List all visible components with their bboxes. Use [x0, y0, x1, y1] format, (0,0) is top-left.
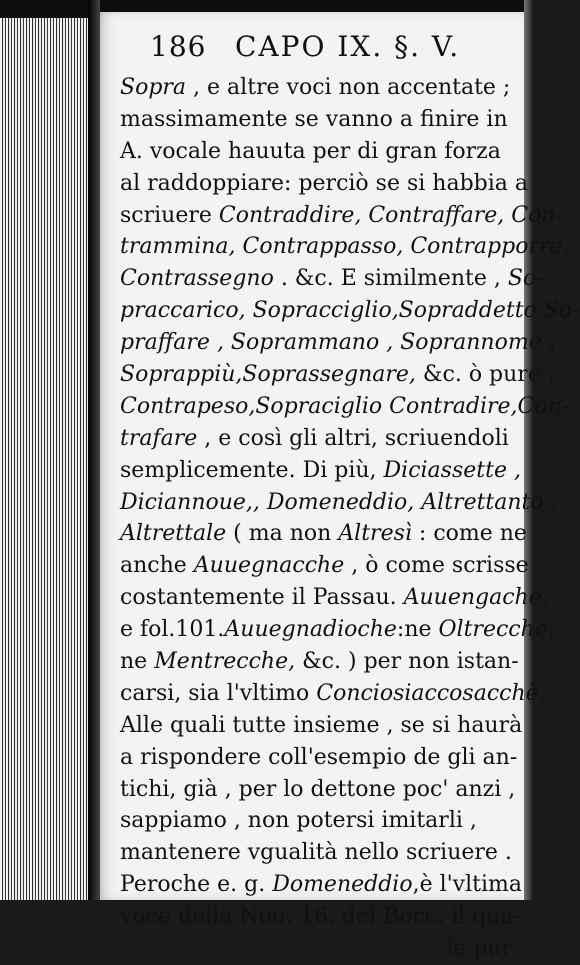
text-line	[120, 678, 546, 710]
roman-text: :ne	[396, 617, 439, 643]
roman-text: &c. ) per non istan-	[295, 649, 519, 675]
text-line	[120, 933, 520, 965]
roman-text: , e altre voci non accentate ;	[186, 75, 511, 100]
text-line	[120, 646, 520, 678]
italic-text: praffare , Soprammano , Soprannome ,	[120, 330, 556, 356]
roman-text: anche	[120, 553, 194, 579]
roman-text: al raddoppiare: perciò se si habbia a	[120, 170, 528, 196]
text-line	[120, 901, 520, 933]
text-line	[120, 487, 558, 519]
italic-text: Diciassette ,	[383, 457, 521, 483]
text-line	[120, 742, 520, 774]
roman-text: tichi, già , per lo dettone poc' anzi ,	[120, 776, 516, 802]
roman-text: voce della Nou. 16. del Bocc. il qua-	[120, 904, 521, 930]
roman-text: : come ne	[411, 521, 527, 547]
roman-text: semplicemente. Di più,	[120, 457, 384, 483]
roman-text: sappiamo , non potersi imitarli ,	[120, 808, 477, 834]
italic-text: Auuegnacche	[193, 553, 345, 579]
italic-text: Oltrecche,	[438, 617, 555, 643]
italic-text: Altrettale	[120, 521, 227, 547]
text-line	[120, 837, 520, 869]
text-line	[120, 614, 555, 646]
roman-text: . &c. E similmente ,	[273, 266, 508, 292]
text-line	[120, 104, 520, 136]
italic-text: Domeneddio	[272, 872, 413, 898]
italic-text: praccarico, Sopracciglio,Sopraddetto So-	[120, 298, 580, 324]
running-title: CAPO IX. §. V.	[235, 30, 461, 63]
italic-text: Soprappiù,Soprassegnare,	[120, 362, 416, 388]
text-line	[120, 869, 523, 901]
roman-text: ,è l'vltima	[412, 872, 523, 898]
italic-text: Auuengache,	[403, 585, 549, 611]
roman-text: .	[538, 680, 546, 706]
text-line	[120, 168, 528, 200]
italic-text: trammina, Contrappasso, Contrapporre,	[120, 234, 570, 260]
roman-text: Alle quali tutte insieme , se si haurà	[120, 712, 523, 738]
roman-text: Peroche e. g.	[120, 872, 273, 898]
page-number: 186	[150, 30, 207, 63]
italic-text: Sopra	[120, 75, 187, 100]
text-line	[120, 200, 563, 232]
roman-text: e fol.101.	[120, 617, 225, 643]
text-line	[120, 72, 520, 104]
italic-text: So-	[507, 266, 544, 292]
text-line	[120, 231, 570, 263]
text-line	[120, 423, 520, 455]
text-line	[120, 518, 527, 550]
roman-text: ( ma non	[226, 521, 339, 547]
roman-text: scriuere	[120, 202, 219, 228]
roman-text: a rispondere coll'esempio de gli an-	[120, 744, 518, 770]
roman-text: carsi, sia l'vltimo	[120, 680, 317, 706]
body-text	[120, 72, 580, 965]
roman-text: , e così gli altri, scriuendoli	[197, 425, 509, 451]
italic-text: Contrassegno	[120, 266, 274, 292]
text-line	[120, 391, 570, 423]
roman-text: , ò come scrisse	[344, 553, 529, 579]
roman-text: ne	[120, 649, 155, 675]
text-line	[120, 805, 520, 837]
roman-text: le pur	[446, 936, 512, 962]
page-right-edge	[524, 0, 534, 900]
roman-text: massimamente se vanno a finire in	[120, 106, 508, 132]
italic-text: Altresì	[338, 521, 412, 547]
text-line	[120, 582, 549, 614]
roman-text: &c. ò pure ,	[415, 362, 555, 388]
text-line	[120, 136, 520, 168]
italic-text: Diciannoue,, Domeneddio, Altrettanto ,	[120, 489, 558, 515]
text-line	[120, 710, 523, 742]
text-line	[120, 295, 580, 327]
italic-text: Auuegnadioche	[224, 617, 397, 643]
text-line	[120, 774, 520, 806]
text-line	[120, 455, 520, 487]
italic-text: Contrapeso,Sopraciglio Contradire,Con-	[120, 393, 570, 419]
text-line	[120, 550, 529, 582]
italic-text: Contraddire, Contraffare, Con-	[218, 202, 563, 228]
text-line	[120, 263, 544, 295]
roman-text: costantemente il Passau.	[120, 585, 404, 611]
binding-gutter	[88, 0, 100, 900]
roman-text: A. vocale hauuta per di gran forza	[120, 138, 501, 164]
text-line	[120, 327, 556, 359]
italic-text: trafare	[120, 425, 198, 451]
italic-text: Conciosiaccosacchè	[316, 680, 539, 706]
running-header	[150, 30, 530, 63]
italic-text: Mentrecche,	[154, 649, 296, 675]
text-line	[120, 359, 555, 391]
roman-text: mantenere vgualità nello scriuere .	[120, 840, 512, 866]
page-edges	[0, 18, 92, 900]
